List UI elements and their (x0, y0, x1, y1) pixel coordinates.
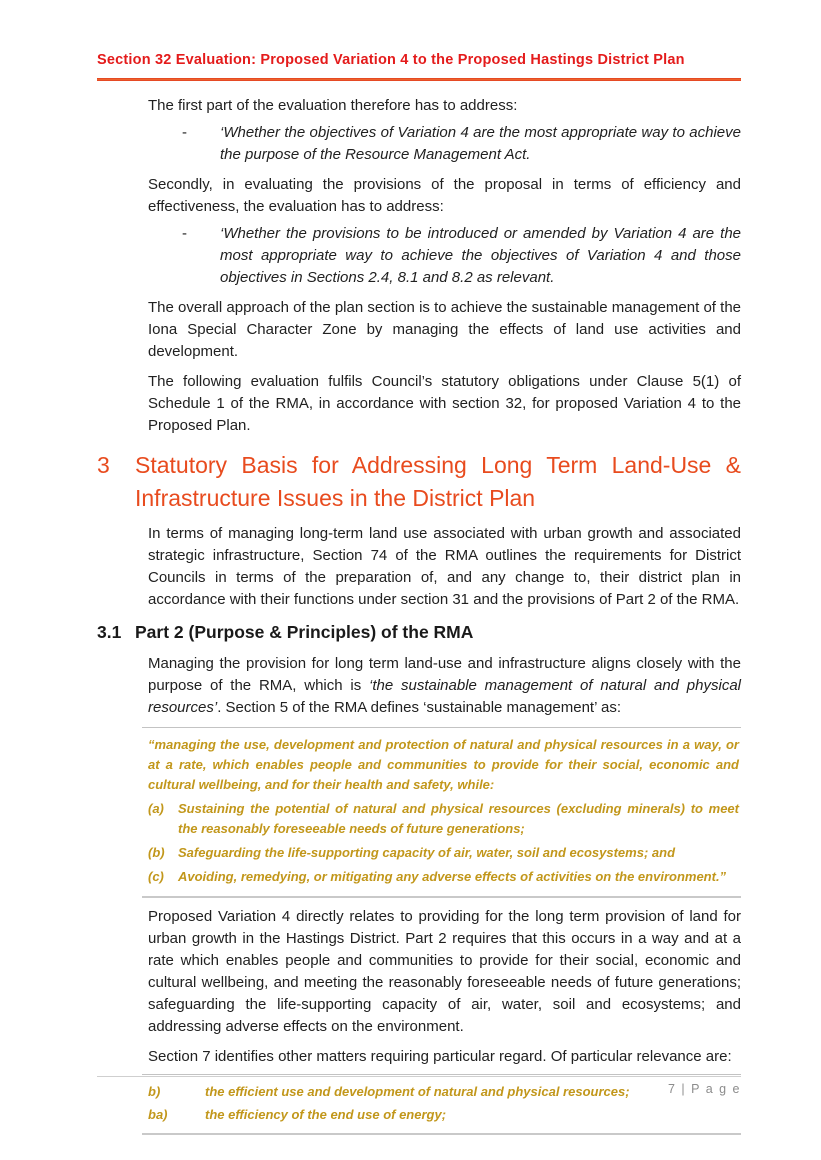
bullet-objectives-text: ‘Whether the objectives of Variation 4 are the most appropriate way to achieve the purpose of the Resource Management Act. (220, 124, 741, 163)
paragraph-statutory-obligations: The following evaluation fulfils Council’s statutory obligations under Clause 5(1) of Schedule 1 of the RMA, in accordance with section 32, for proposed Variation 4 to the Proposed Plan. (148, 373, 741, 434)
footer-rule (97, 1076, 741, 1077)
paragraph-evaluation-intro: The first part of the evaluation therefore has to address: (148, 97, 518, 114)
rma-definition-quote (142, 727, 741, 898)
document-title: Section 32 Evaluation: Proposed Variation 4 to the Proposed Hastings District Plan (97, 52, 685, 68)
bullet-objectives (182, 122, 741, 166)
paragraph-overall-approach: The overall approach of the plan section is to achieve the sustainable management of the Iona Special Character Zone by managing the effects of land use activities and development. (148, 299, 741, 360)
paragraph-tail: . Section 5 of the RMA defines ‘sustainable management’ as: (217, 699, 622, 716)
section-heading-3 (97, 449, 741, 515)
bullet-provisions (182, 223, 741, 289)
bullet-dash: - (182, 124, 187, 141)
paragraph-variation4-relates: Proposed Variation 4 directly relates to providing for the long term provision of land for urban growth in the Hastings District. Part 2 requires that this occurs in a way and at a rate which enables people and communities to provide for their social, economic and cultural wellbeing, and meeting the reasonably foreseeable needs of future generations; safeguarding the life-supporting capacity of air, water, soil and ecosystems; and addressing adverse effects on the environment. (148, 908, 741, 1035)
quote-item-text: Avoiding, remedying, or mitigating any adverse effects of activities on the environment.” (178, 869, 727, 884)
paragraph-secondly: Secondly, in evaluating the provisions of the proposal in terms of efficiency and effectiveness, the evaluation has to address: (148, 176, 741, 215)
section-title: Statutory Basis for Addressing Long Term Land-Use & Infrastructure Issues in the District Plan (135, 452, 741, 511)
quote-item-text: Safeguarding the life-supporting capacity of air, water, soil and ecosystems; and (178, 845, 676, 860)
matter-row-ba (148, 1103, 739, 1126)
paragraph-managing-provision (148, 653, 741, 719)
matter-label: b) (148, 1084, 161, 1099)
page-footer (97, 1076, 741, 1096)
quote-item-b (148, 843, 739, 863)
quote-item-label: (a) (148, 801, 164, 816)
subsection-heading-3-1 (97, 619, 741, 645)
bullet-provisions-text: ‘Whether the provisions to be introduced or amended by Variation 4 are the most appropriate way to achieve the objectives of Variation 4 and those objectives in Sections 2.4, 8.1 and 8.2 as relevant. (220, 225, 741, 286)
header-rule (97, 78, 741, 81)
section-number: 3 (97, 452, 110, 478)
matter-label: ba) (148, 1107, 168, 1122)
matter-text: the efficiency of the end use of energy; (205, 1107, 447, 1122)
paragraph-lead: Managing the provision for long term land-use and infrastructure aligns closely with the purpose of the RMA, which is (148, 655, 741, 694)
page-header (97, 50, 741, 81)
paragraph-italic-quote: ‘the sustainable management of natural and physical resources’ (148, 677, 741, 716)
subsection-title: Part 2 (Purpose & Principles) of the RMA (135, 622, 474, 642)
quote-item-label: (b) (148, 845, 165, 860)
quote-item-label: (c) (148, 869, 164, 884)
paragraph-section7: Section 7 identifies other matters requiring particular regard. Of particular relevance are: (148, 1048, 732, 1065)
quote-intro: “managing the use, development and protection of natural and physical resources in a way, or at a rate, which enables people and communities to provide for their social, economic and cultural wellbeing, and for their health and safety, while: (148, 737, 739, 792)
subsection-number: 3.1 (97, 622, 122, 642)
quote-item-c (148, 867, 739, 887)
bullet-dash: - (182, 225, 187, 242)
matter-text: the efficient use and development of natural and physical resources; (205, 1084, 630, 1099)
quote-item-text: Sustaining the potential of natural and physical resources (excluding minerals) to meet the reasonably foreseeable needs of future generations; (178, 801, 739, 836)
paragraph-section74: In terms of managing long-term land use associated with urban growth and associated strategic infrastructure, Section 74 of the RMA outlines the requirements for District Councils in terms of the preparation of, and any change to, their district plan in accordance with their functions under section 31 and the provisions of Part 2 of the RMA. (148, 525, 741, 608)
page-number: 7 | P a g e (667, 1082, 741, 1096)
quote-item-a (148, 799, 739, 839)
